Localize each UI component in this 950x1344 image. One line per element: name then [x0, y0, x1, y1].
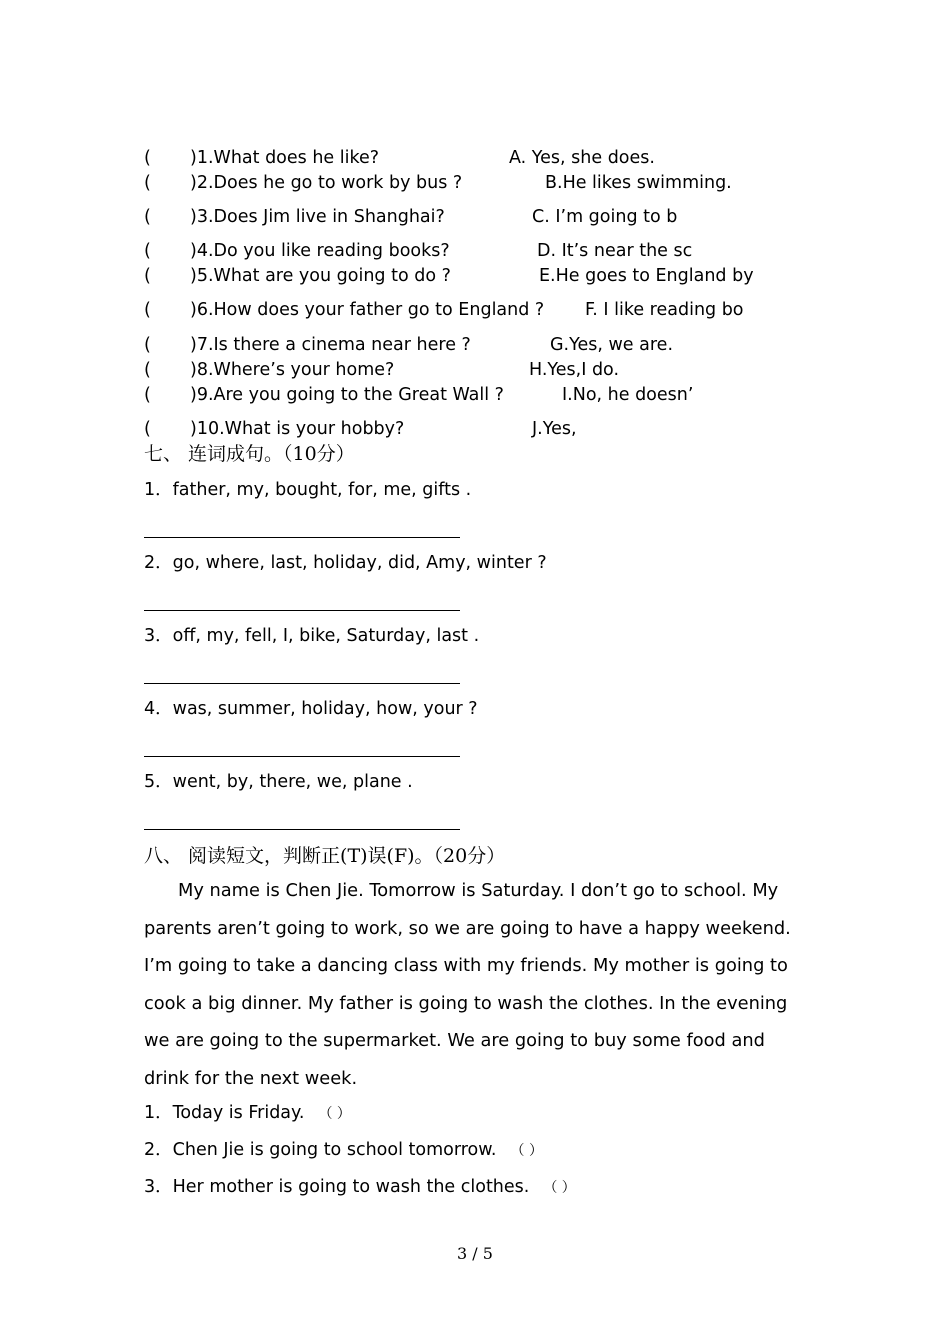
matching-row [144, 358, 844, 382]
matching-row [144, 417, 844, 441]
matching-question: )10.What is your hobby? [190, 419, 405, 439]
matching-question: )6.How does your father go to England ? [190, 300, 545, 320]
judgement-question [144, 1101, 351, 1125]
answer-paren: ( [144, 173, 151, 193]
section-7-title: 七、 连词成句。（10分） [144, 443, 355, 465]
sentence-prompt: 1．father, my, bought, for, me, gifts . [144, 480, 472, 500]
matching-answer: E.He goes to England by [539, 266, 754, 286]
sentence-prompt: 2．go, where, last, holiday, did, Amy, winter ? [144, 553, 547, 573]
matching-row [144, 239, 844, 263]
answer-paren: ( [144, 207, 151, 227]
matching-row [144, 383, 844, 407]
answer-paren: ( [144, 148, 151, 168]
answer-paren: ( [144, 360, 151, 380]
matching-question: )1.What does he like? [190, 148, 380, 168]
answer-paren: ( [144, 419, 151, 439]
sentence-prompt: 4．was, summer, holiday, how, your ? [144, 699, 478, 719]
matching-answer: F. I like reading bo [585, 300, 744, 320]
sentence-prompt: 3．off, my, fell, I, bike, Saturday, last . [144, 626, 480, 646]
matching-answer: D. It’s near the sc [537, 241, 693, 261]
matching-row [144, 146, 844, 170]
reading-passage [144, 872, 804, 1097]
matching-answer: B.He likes swimming. [545, 173, 732, 193]
answer-paren: ( [144, 300, 151, 320]
sentence-prompt: 5．went, by, there, we, plane . [144, 772, 413, 792]
matching-row [144, 333, 844, 357]
answer-line[interactable] [144, 537, 460, 538]
matching-question: )5.What are you going to do ? [190, 266, 451, 286]
matching-answer: J.Yes, [532, 419, 577, 439]
judgement-question [144, 1175, 576, 1199]
question-text: 2．Chen Jie is going to school tomorrow. [144, 1140, 497, 1160]
page-number: 3 / 5 [457, 1244, 493, 1263]
answer-paren: ( [144, 335, 151, 355]
answer-paren: ( [144, 385, 151, 405]
judgement-question [144, 1138, 543, 1162]
matching-row [144, 298, 844, 322]
matching-question: )4.Do you like reading books? [190, 241, 450, 261]
question-text: 3．Her mother is going to wash the clothes. [144, 1177, 530, 1197]
answer-line[interactable] [144, 683, 460, 684]
matching-question: )8.Where’s your home? [190, 360, 395, 380]
answer-paren: ( [144, 266, 151, 286]
matching-question: )3.Does Jim live in Shanghai? [190, 207, 445, 227]
matching-answer: I.No, he doesn’ [562, 385, 694, 405]
matching-answer: A. Yes, she does. [509, 148, 655, 168]
answer-paren[interactable]: （ ） [543, 1180, 576, 1196]
passage-text: My name is Chen Jie. Tomorrow is Saturday. I don’t go to school. My parents aren’t going to work, so we are going to have a happy weekend. I’m going to take a dancing class with my friends. My mother is going to cook a big dinner. My father is going to wash the clothes. In the evening we are going to the supermarket. We are going to buy some food and drink for the next week. [144, 880, 791, 1089]
section-8-title: 八、 阅读短文，判断正(T)误(F)。（20分） [144, 845, 506, 867]
matching-answer: C. I’m going to b [532, 207, 678, 227]
matching-row [144, 205, 844, 229]
question-text: 1．Today is Friday. [144, 1103, 305, 1123]
answer-line[interactable] [144, 756, 460, 757]
answer-line[interactable] [144, 610, 460, 611]
matching-answer: G.Yes, we are. [550, 335, 674, 355]
matching-question: )2.Does he go to work by bus ? [190, 173, 463, 193]
matching-answer: H.Yes,I do. [529, 360, 620, 380]
matching-row [144, 264, 844, 288]
matching-row [144, 171, 844, 195]
answer-paren: ( [144, 241, 151, 261]
answer-paren[interactable]: （ ） [318, 1106, 351, 1122]
answer-paren[interactable]: （ ） [510, 1143, 543, 1159]
answer-line[interactable] [144, 829, 460, 830]
matching-question: )7.Is there a cinema near here ? [190, 335, 471, 355]
matching-question: )9.Are you going to the Great Wall ? [190, 385, 504, 405]
